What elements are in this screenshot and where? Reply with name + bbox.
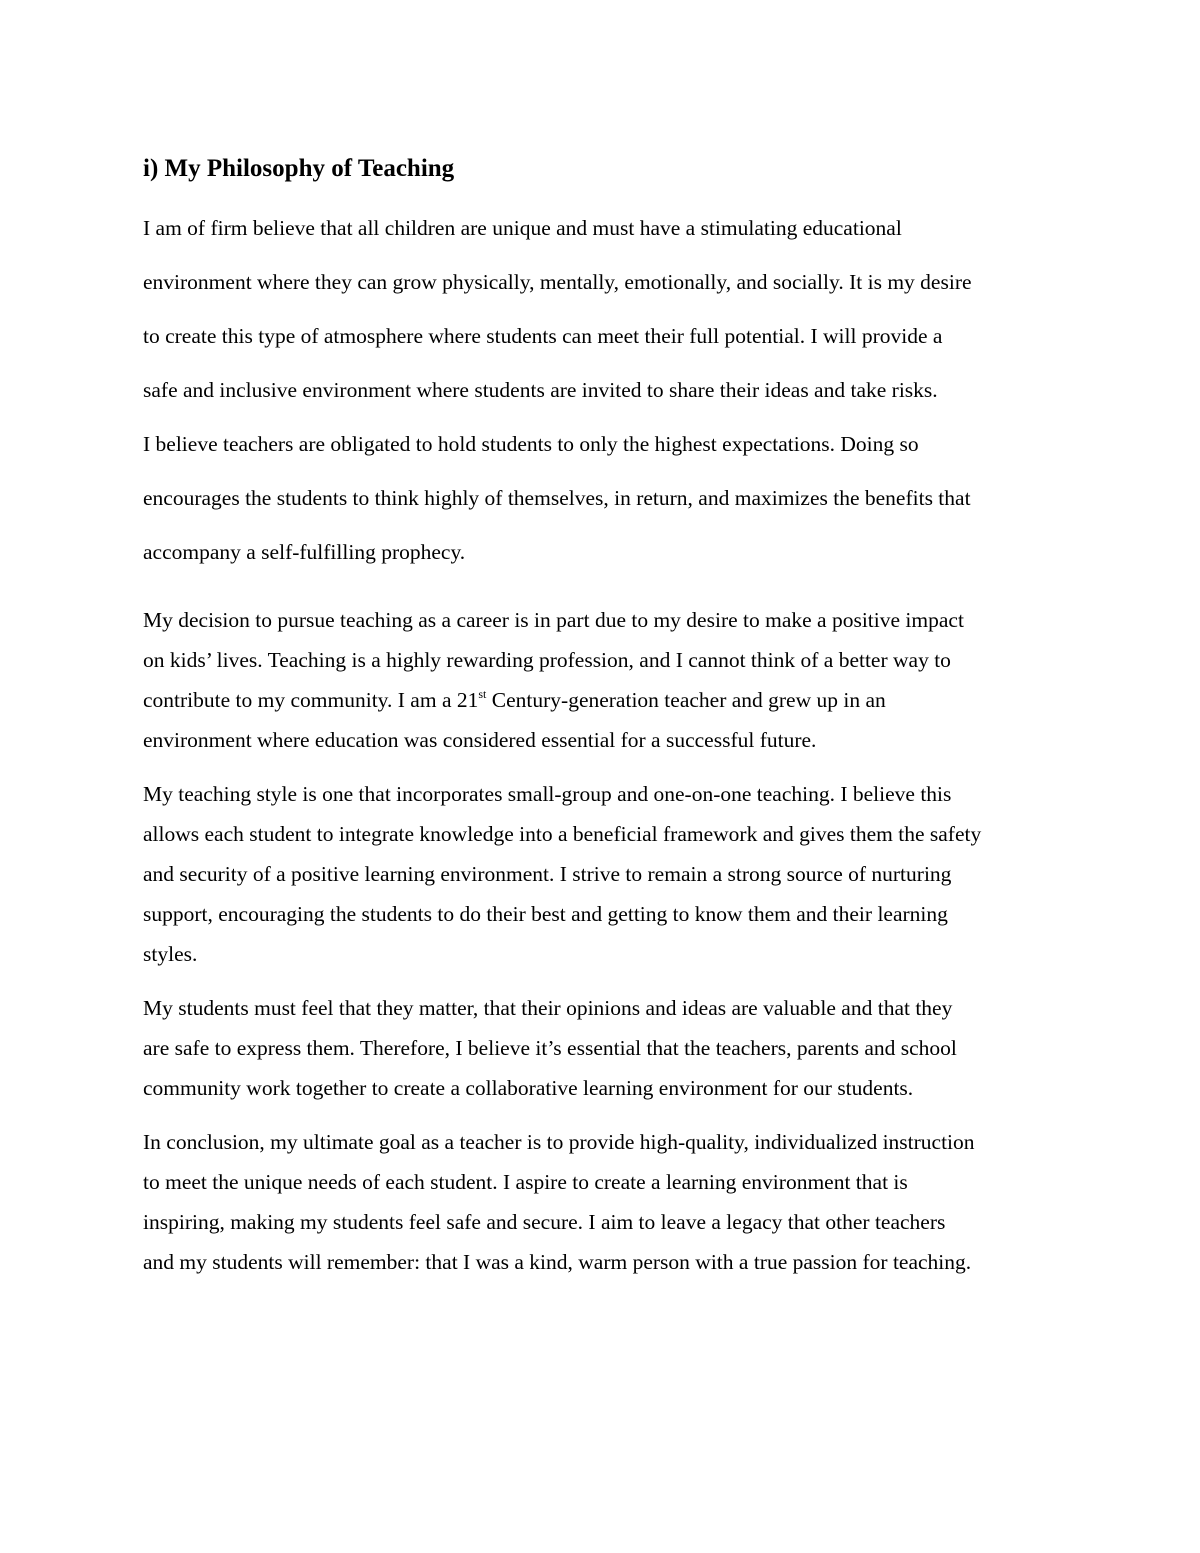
text-line: My teaching style is one that incorporates small-group and one-on-one teaching. I believe this	[143, 782, 952, 806]
paragraph-2	[143, 600, 1073, 760]
paragraph-3	[143, 774, 1073, 974]
text-line	[143, 680, 1073, 720]
superscript-ordinal: st	[478, 687, 487, 701]
page-title: i) My Philosophy of Teaching	[143, 155, 455, 182]
text-line: accompany a self-fulfilling prophecy.	[143, 540, 466, 564]
paragraph-1	[143, 208, 1073, 586]
paragraph-4	[143, 988, 1073, 1108]
document-body	[143, 150, 1073, 1282]
paragraph-5	[143, 1122, 1073, 1282]
text-line: My students must feel that they matter, that their opinions and ideas are valuable and that they	[143, 996, 953, 1020]
text-line: inspiring, making my students feel safe and secure. I aim to leave a legacy that other teachers	[143, 1210, 946, 1234]
text-line: to create this type of atmosphere where students can meet their full potential. I will provide a	[143, 324, 943, 348]
text-line: community work together to create a collaborative learning environment for our students.	[143, 1076, 914, 1100]
text-line: In conclusion, my ultimate goal as a teacher is to provide high-quality, individualized instruction	[143, 1130, 975, 1154]
text-fragment: contribute to my community. I am a 21	[143, 688, 479, 712]
text-fragment: Century-generation teacher and grew up in an	[486, 688, 886, 712]
text-line: encourages the students to think highly of themselves, in return, and maximizes the benefits that	[143, 486, 971, 510]
text-line: support, encouraging the students to do their best and getting to know them and their learning	[143, 902, 948, 926]
text-line: to meet the unique needs of each student. I aspire to create a learning environment that is	[143, 1170, 908, 1194]
text-line: are safe to express them. Therefore, I believe it’s essential that the teachers, parents and school	[143, 1036, 957, 1060]
text-line: safe and inclusive environment where students are invited to share their ideas and take risks.	[143, 378, 938, 402]
text-line: environment where education was considered essential for a successful future.	[143, 728, 817, 752]
text-line: I believe teachers are obligated to hold students to only the highest expectations. Doing so	[143, 432, 919, 456]
text-line: My decision to pursue teaching as a career is in part due to my desire to make a positive impact	[143, 608, 964, 632]
text-line: I am of firm believe that all children are unique and must have a stimulating educational	[143, 216, 902, 240]
text-line: allows each student to integrate knowledge into a beneficial framework and gives them the safety	[143, 822, 982, 846]
text-line: environment where they can grow physically, mentally, emotionally, and socially. It is my desire	[143, 270, 972, 294]
text-line: styles.	[143, 942, 198, 966]
text-line: and my students will remember: that I was a kind, warm person with a true passion for teaching.	[143, 1250, 972, 1274]
text-line: and security of a positive learning environment. I strive to remain a strong source of nurturing	[143, 862, 952, 886]
text-line: on kids’ lives. Teaching is a highly rewarding profession, and I cannot think of a better way to	[143, 648, 951, 672]
